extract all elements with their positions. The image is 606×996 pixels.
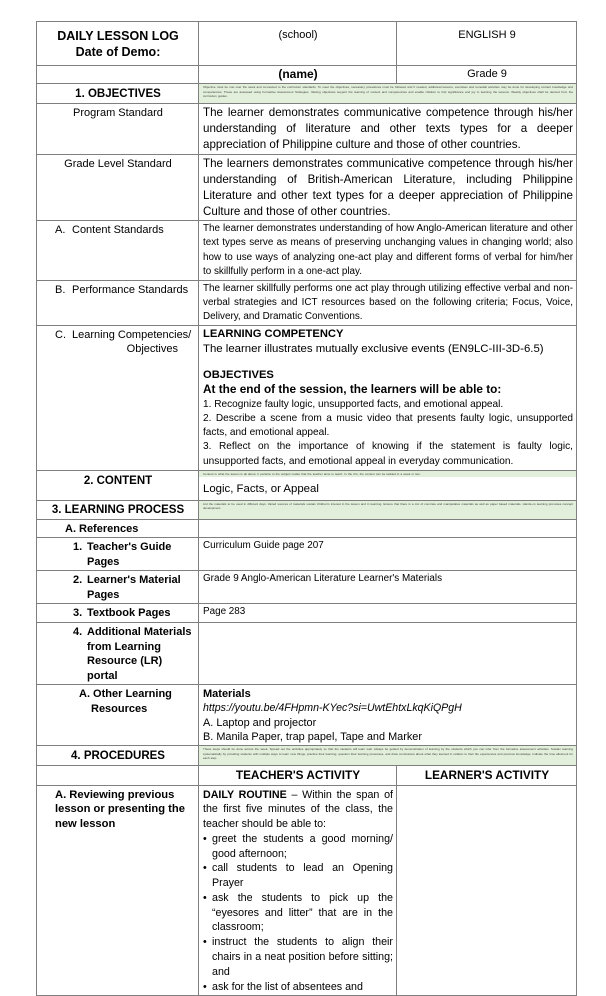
- list-item: • ask for the list of absentees and: [203, 980, 393, 995]
- subject-cell: [397, 22, 577, 66]
- additional-materials-label-line2: from Learning: [87, 640, 161, 653]
- list-item: • instruct the students to align their chairs in a neat position before sitting; and: [203, 935, 393, 979]
- textbook-pages-value: Page 283: [203, 606, 246, 618]
- table-row-additional-materials: [37, 622, 577, 684]
- other-learning-resources-label-line2: Resources: [91, 702, 148, 715]
- program-standard-label-cell: [37, 104, 199, 155]
- objectives-note-text: Objective must be met over the week and connected to the curriculum standards. To meet the objectives, necessary procedures must be followed and if needed, additional lessons, exercises and remedial activities may be done for developing content knowledge and competencies. These are assessed using Formative Assessment Strategies. Valuing objectives support the learning of content and competencies and enable children to find significance and joy in learning the lessons. Weekly objectives shall be derived from the curriculum guides.: [203, 85, 573, 98]
- daily-routine-bullet-list: [203, 832, 393, 994]
- materials-url[interactable]: https://youtu.be/4FHpmn-KYec?si=UwtEhtxLkqKiQPgH: [203, 701, 462, 714]
- learners-material-label-line2: Pages: [87, 588, 120, 601]
- performance-standards-text: The learner skillfully performs one act play through utilizing effective verbal and non-verbal strategies and ICT resources based on the following criteria; Focus, Voice, Delivery, and Dramatic Conventions.: [203, 282, 573, 322]
- content-standards-label-cell: [37, 221, 199, 280]
- textbook-pages-label: [73, 606, 195, 621]
- procedures-note-cell: [199, 746, 577, 766]
- learners-material-label-cell: [37, 571, 199, 604]
- name-placeholder: (name): [278, 67, 318, 81]
- doc-title-line1: DAILY LESSON LOG: [57, 29, 179, 43]
- objective-item-1: 1. Recognize faulty logic, unsupported facts, and emotional appeal.: [203, 399, 504, 411]
- table-row-learners-material: [37, 571, 577, 604]
- competency-text: The learner illustrates mutually exclusive events (EN9LC-III-3D-6.5): [203, 342, 544, 355]
- learning-competencies-label-cell: [37, 325, 199, 470]
- school-placeholder: (school): [278, 29, 318, 41]
- objectives-section-label-cell: [37, 84, 199, 104]
- textbook-pages-number: 3.: [73, 607, 83, 620]
- learners-material-value: Grade 9 Anglo-American Literature Learner's Materials: [203, 573, 443, 585]
- table-row-header-name: [37, 66, 577, 84]
- table-row-grade-level-standard: [37, 154, 577, 221]
- table-row-procedures-section: [37, 746, 577, 766]
- objectives-section-label: 1. OBJECTIVES: [75, 88, 161, 101]
- name-cell: [199, 66, 397, 84]
- additional-materials-label-line3: Resource (LR) portal: [87, 655, 163, 682]
- content-standards-label-text: Content Standards: [72, 224, 164, 237]
- table-row-reviewing-lesson: [37, 785, 577, 996]
- grade-level-standard-value-cell: [199, 154, 577, 221]
- activity-header-empty-cell: [37, 766, 199, 785]
- table-row-activity-headers: [37, 766, 577, 785]
- table-row-other-learning-resources: [37, 685, 577, 746]
- objective-item-2: 2. Describe a scene from a music video that presents faulty logic, unsupported facts, and emotional appeal.: [203, 413, 573, 439]
- learning-process-note-cell: [199, 500, 577, 519]
- table-row-performance-standards: [37, 280, 577, 325]
- list-item: • call students to lead an Opening Prayer: [203, 861, 393, 891]
- teachers-guide-label-line1: Teacher's Guide: [87, 541, 172, 554]
- table-row-learning-process-section: [37, 500, 577, 519]
- school-cell: [199, 22, 397, 66]
- learning-process-note-text: List the materials to be used in different days. Varied sources of materials sustain children's interest in the lesson and in learning. Ensure that there is a mix of concrete and manipulative materials as well as paper based materials. Hands-on learning promotes concept development.: [203, 501, 573, 511]
- procedures-section-label: 4. PROCEDURES: [71, 750, 165, 763]
- learning-competencies-letter: C.: [55, 328, 66, 341]
- grade-level-standard-label-cell: [37, 154, 199, 221]
- materials-heading: Materials: [203, 688, 251, 701]
- performance-standards-label: [55, 283, 195, 297]
- learning-process-label: 3. LEARNING PROCESS: [51, 503, 185, 516]
- learning-competencies-label: [55, 328, 195, 342]
- table-row-objectives-section: [37, 84, 577, 104]
- daily-routine-intro: – Within the span of the first five minutes of the class, the teacher should be able to:: [203, 788, 393, 831]
- teachers-guide-value-cell: [199, 538, 577, 571]
- teachers-guide-value: Curriculum Guide page 207: [203, 540, 324, 552]
- additional-materials-label: [73, 625, 195, 640]
- learner-activity-cell: [397, 785, 577, 996]
- performance-standards-value-cell: [199, 280, 577, 325]
- references-value-cell: [199, 519, 577, 538]
- program-standard-value-cell: [199, 104, 577, 155]
- procedures-section-label-cell: [37, 746, 199, 766]
- content-standards-value-cell: [199, 221, 577, 280]
- grade-level-standard-label: Grade Level Standard: [64, 157, 172, 170]
- grade-cell: [397, 66, 577, 84]
- list-item: • ask the students to pick up the “eyesores and litter” that are in the classroom;: [203, 891, 393, 935]
- content-note-cell: [199, 470, 577, 477]
- table-row-content-section: [37, 470, 577, 477]
- references-label-text: References: [79, 522, 139, 535]
- content-section-label-cell: [37, 470, 199, 500]
- teachers-guide-label-cell: [37, 538, 199, 571]
- reviewing-label-line2: lesson or presenting the: [55, 803, 185, 816]
- table-row-program-standard: [37, 104, 577, 155]
- textbook-pages-label-cell: [37, 604, 199, 623]
- reviewing-label-line3: new lesson: [55, 818, 116, 831]
- daily-lesson-log-table: [36, 21, 577, 996]
- table-row-content-standards: [37, 221, 577, 280]
- additional-materials-label-line1: Additional Materials: [87, 625, 192, 638]
- additional-materials-number: 4.: [73, 625, 83, 638]
- references-label-cell: [37, 519, 199, 538]
- materials-item-b: B. Manila Paper, trap papel, Tape and Marker: [203, 730, 422, 743]
- teachers-guide-number: 1.: [73, 541, 83, 554]
- content-value-cell: [199, 477, 577, 501]
- spacer: [203, 357, 573, 368]
- learners-material-label-line1: Learner's Material: [87, 574, 181, 587]
- textbook-pages-value-cell: [199, 604, 577, 623]
- textbook-pages-label-text: Textbook Pages: [87, 607, 171, 620]
- learner-activity-header-cell: [397, 766, 577, 785]
- performance-standards-letter: B.: [55, 283, 66, 296]
- content-standards-letter: A.: [55, 224, 66, 237]
- content-standards-text: The learner demonstrates understanding of how Anglo-American literature and other text types serve as means of preserving unchanging values in changing world; also how to use ways of analyzing one-act play and different forms of verbal for him/her to skillfully perform in a one-act play.: [203, 223, 573, 277]
- learning-competencies-value-cell: [199, 325, 577, 470]
- reviewing-label-line1: A. Reviewing previous: [55, 788, 175, 801]
- reviewing-label-cell: [37, 785, 199, 996]
- performance-standards-label-cell: [37, 280, 199, 325]
- learners-material-label: [73, 573, 195, 588]
- grade-level-standard-text: The learners demonstrates communicative competence through his/her understanding of British-American Literature, including Philippine Literature and other text types for a deeper appreciation of Philippine Culture and those of other countries.: [203, 156, 573, 218]
- teachers-guide-label-line2: Pages: [87, 555, 120, 568]
- teacher-activity-header: TEACHER'S ACTIVITY: [235, 768, 361, 783]
- content-value-text: Logic, Facts, or Appeal: [203, 482, 319, 495]
- objective-item-3: 3. Reflect on the importance of knowing if the statement is faulty logic, unsupported facts, and emotional appeal in everyday communication.: [203, 441, 573, 467]
- content-standards-label: [55, 223, 195, 237]
- performance-standards-label-text: Performance Standards: [72, 283, 189, 296]
- learners-material-value-cell: [199, 571, 577, 604]
- teacher-activity-header-cell: [199, 766, 397, 785]
- objectives-subheading: At the end of the session, the learners will be able to:: [203, 382, 502, 397]
- other-learning-resources-label-line1: A. Other Learning: [79, 688, 172, 701]
- table-row-textbook-pages: [37, 604, 577, 623]
- table-row-learning-competencies: [37, 325, 577, 470]
- additional-materials-value-cell: [199, 622, 577, 684]
- program-standard-text: The learner demonstrates communicative competence through his/her understanding of literature and other texts types for a deeper appreciation of Philippine culture and those of other countries.: [203, 106, 573, 152]
- other-learning-resources-label-cell: [37, 685, 199, 746]
- teacher-activity-cell: [199, 785, 397, 996]
- materials-item-a: A. Laptop and projector: [203, 716, 317, 729]
- references-letter: A.: [65, 522, 76, 535]
- teachers-guide-label: [73, 540, 195, 555]
- objectives-heading: OBJECTIVES: [203, 368, 274, 381]
- program-standard-label: Program Standard: [73, 107, 163, 120]
- objectives-note-cell: [199, 84, 577, 104]
- table-row-teachers-guide: [37, 538, 577, 571]
- learning-process-label-cell: [37, 500, 199, 519]
- grade-value: Grade 9: [467, 68, 507, 80]
- daily-routine-heading: DAILY ROUTINE: [203, 788, 287, 801]
- learning-competencies-label-line2: Objectives: [126, 343, 178, 356]
- daily-routine-paragraph: [203, 788, 393, 832]
- learners-material-number: 2.: [73, 574, 83, 587]
- list-item: • greet the students a good morning/ good afternoon;: [203, 832, 393, 862]
- content-section-label: 2. CONTENT: [83, 474, 153, 487]
- learning-competencies-label-line1: Learning Competencies/: [72, 328, 192, 341]
- doc-title-line2: Date of Demo:: [75, 45, 161, 59]
- references-label: [65, 522, 195, 537]
- empty-cell-left: [37, 66, 199, 84]
- content-note-text: Content is what the lesson is all about. It pertains to the subject matter that the teacher aims to teach. In the CG, the content can be tackled in a week or two.: [203, 471, 421, 476]
- table-row-references: [37, 519, 577, 538]
- procedures-note-text: These steps should be done across the week. Spread out the activities appropriately so that the students will learn well. Always be guided by demonstration of learning by the students which you can infer from the formative assessment activities. Sustain learning systematically by providing students with multiple ways to learn new things, practice their learning, question their learning processes, and draw conclusions about what they learned in relation to their life experiences and previous knowledge. Indicate the time allotment for each step.: [203, 747, 573, 760]
- additional-materials-label-cell: [37, 622, 199, 684]
- learner-activity-header: LEARNER'S ACTIVITY: [424, 768, 550, 783]
- subject-value: ENGLISH 9: [458, 29, 516, 41]
- table-row-header-title: [37, 22, 577, 66]
- doc-title-cell: [37, 22, 199, 66]
- competency-heading: LEARNING COMPETENCY: [203, 327, 344, 340]
- other-learning-resources-value-cell: [199, 685, 577, 746]
